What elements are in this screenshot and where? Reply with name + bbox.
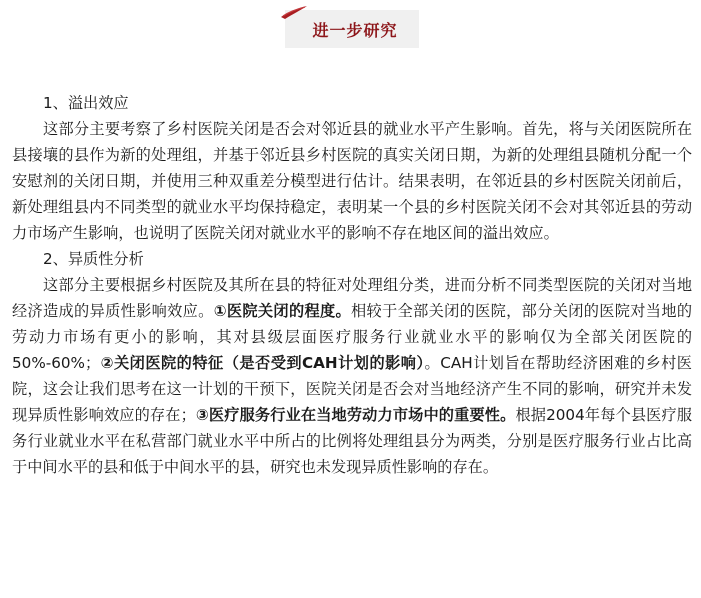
paragraph-spillover: 这部分主要考察了乡村医院关闭是否会对邻近县的就业水平产生影响。首先，将与关闭医院所在县接壤的县作为新的处理组，并基于邻近县乡村医院的真实关闭日期，为新的处理组县随机分配一个安慰剂的关闭日期，并使用三种双重差分模型进行估计。结果表明，在邻近县的乡村医院关闭前后，新处理组县内不同类型的就业水平均保持稳定，表明某一个县的乡村医院关闭不会对其邻近县的劳动力市场产生影响，也说明了医院关闭对就业水平的影响不存在地区间的溢出效应。 — [12, 120, 692, 242]
bold-point-industry-importance: ③医疗服务行业在当地劳动力市场中的重要性。 — [195, 406, 516, 424]
section-heading-spillover: 1、溢出效应 — [43, 94, 129, 112]
section-heading-heterogeneity: 2、异质性分析 — [43, 250, 144, 268]
bold-point-hospital-features: ②关闭医院的特征（是否受到CAH计划的影响） — [100, 354, 425, 372]
paragraph-heterogeneity — [12, 272, 692, 480]
text-run: 这部分主要根据乡村医院及其所在县的特征对处理组分类，进而分析不同类型医院的关闭对当地经济造成的异质性影响效应。 — [12, 276, 692, 320]
text-run: 相较于全部关闭的医院，部分关闭的医院对当地的劳动力市场有更小的影响，其对县级层面医疗服务行业就业水平的影响仅为全部关闭医院的50%-60%； — [12, 302, 693, 372]
article-body — [12, 90, 692, 480]
brush-stroke-icon — [279, 4, 309, 20]
section-title-badge — [285, 6, 419, 48]
page-title: 进一步研究 — [312, 20, 398, 40]
text-run: 。CAH计划旨在帮助经济困难的乡村医院，这会让我们思考在这一计划的干预下，医院关闭是否会对当地经济产生不同的影响，研究并未发现异质性影响效应的存在； — [12, 354, 692, 424]
bold-point-closure-degree: ①医院关闭的程度。 — [213, 302, 352, 320]
text-run: 根据2004年每个县医疗服务行业就业水平在私营部门就业水平中所占的比例将处理组县分为两类，分别是医疗服务行业占比高于中间水平的县和低于中间水平的县，研究也未发现异质性影响的存在。 — [12, 406, 693, 476]
